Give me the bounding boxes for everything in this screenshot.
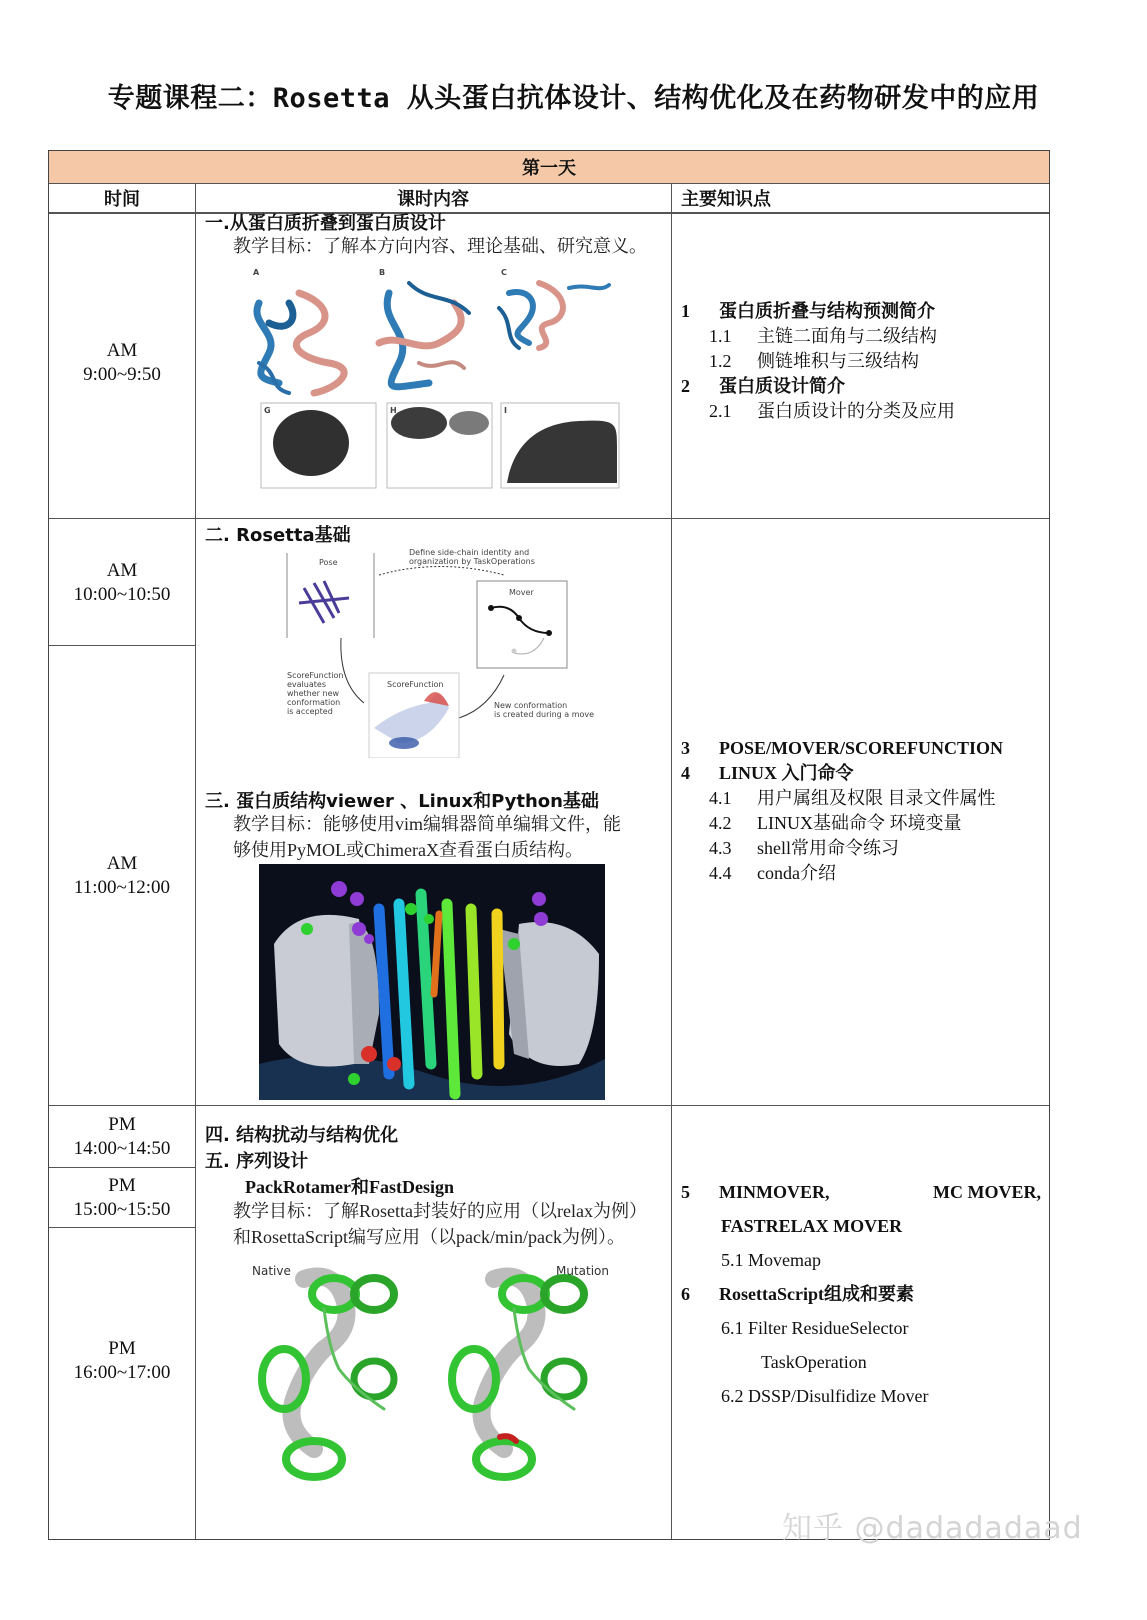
svg-text:H: H bbox=[390, 406, 397, 415]
row-divider bbox=[49, 645, 195, 646]
knowledge-block-3: 5 MINMOVER, MC MOVER, FASTRELAX MOVER 5.1 Movemap 6 RosettaScript组成和要素 6.1 Filter ResidueSelector TaskOperation 6.2 DSSP/Disulfidize Mover bbox=[681, 1182, 1041, 1406]
section-1-title: 一.从蛋白质折叠到蛋白质设计 bbox=[205, 213, 446, 234]
svg-text:Mover: Mover bbox=[509, 588, 534, 597]
svg-text:A: A bbox=[253, 268, 260, 277]
svg-text:ScoreFunction: ScoreFunction bbox=[287, 671, 344, 680]
section-5-goal-line2: 和RosettaScript编写应用（以pack/min/pack为例）。 bbox=[233, 1227, 625, 1247]
day-header: 第一天 bbox=[49, 151, 1049, 184]
section-3-goal-line2: 够使用PyMOL或ChimeraX查看蛋白质结构。 bbox=[233, 840, 583, 860]
section-2-title: 二. Rosetta基础 bbox=[205, 525, 351, 546]
header-knowledge: 主要知识点 bbox=[671, 183, 1049, 213]
section-5-subtitle: PackRotamer和FastDesign bbox=[245, 1177, 454, 1197]
svg-text:Pose: Pose bbox=[319, 558, 338, 567]
time-slot-6: PM 16:00~17:00 bbox=[73, 1338, 171, 1383]
header-divider bbox=[49, 213, 1049, 214]
svg-text:organization by TaskOperations: organization by TaskOperations bbox=[409, 557, 535, 566]
header-content: 课时内容 bbox=[195, 183, 671, 213]
section-5-goal-line1: 教学目标：了解Rosetta封装好的应用（以relax为例） bbox=[233, 1201, 647, 1221]
knowledge-block-1: 1 蛋白质折叠与结构预测简介 1.1 主链二面角与二级结构 1.2 侧链堆积与三级结构 2 蛋白质设计简介 2.1 蛋白质设计的分类及应用 bbox=[681, 301, 955, 421]
svg-text:conformation: conformation bbox=[287, 698, 341, 707]
document-title: 专题课程二：Rosetta 从头蛋白抗体设计、结构优化及在药物研发中的应用 bbox=[107, 83, 1040, 114]
svg-text:Define side-chain identity and: Define side-chain identity and bbox=[409, 548, 530, 557]
rosetta-workflow-diagram bbox=[279, 543, 619, 758]
native-vs-mutation-figure bbox=[244, 1259, 629, 1489]
svg-text:B: B bbox=[379, 268, 386, 277]
time-slot-3: AM 11:00~12:00 bbox=[73, 853, 171, 898]
row-divider bbox=[49, 1105, 1049, 1106]
time-slot-2: AM 10:00~10:50 bbox=[73, 560, 171, 605]
section-5-title: 五. 序列设计 bbox=[205, 1151, 309, 1172]
svg-text:ScoreFunction: ScoreFunction bbox=[387, 680, 444, 689]
knowledge-block-2: 3 POSE/MOVER/SCOREFUNCTION 4 LINUX 入门命令 4.1 用户属组及权限 目录文件属性 4.2 LINUX基础命令 环境变量 4.3 shell常用命令练习 4.4 conda介绍 bbox=[681, 738, 1004, 883]
section-4-title: 四. 结构扰动与结构优化 bbox=[205, 1125, 399, 1146]
row-divider bbox=[49, 518, 1049, 519]
row-divider bbox=[49, 1227, 195, 1228]
section-3-title: 三. 蛋白质结构viewer 、Linux和Python基础 bbox=[205, 791, 599, 812]
svg-text:New conformation: New conformation bbox=[494, 701, 568, 710]
svg-text:I: I bbox=[504, 406, 507, 415]
svg-text:whether new: whether new bbox=[287, 689, 340, 698]
protein-folding-figure bbox=[239, 263, 629, 503]
svg-text:Native: Native bbox=[252, 1264, 291, 1278]
header-time: 时间 bbox=[49, 183, 195, 213]
svg-text:G: G bbox=[264, 406, 271, 415]
column-divider bbox=[195, 183, 196, 1539]
svg-text:C: C bbox=[501, 268, 507, 277]
svg-text:Mutation: Mutation bbox=[556, 1264, 610, 1278]
membrane-protein-image bbox=[259, 864, 605, 1100]
zhihu-watermark: 知乎 @dadadadaad bbox=[782, 1511, 1083, 1546]
svg-text:is created during a move: is created during a move bbox=[494, 710, 595, 719]
section-3-goal-line1: 教学目标：能够使用vim编辑器简单编辑文件，能 bbox=[233, 814, 621, 834]
time-slot-1: AM 9:00~9:50 bbox=[83, 340, 161, 385]
column-divider bbox=[671, 183, 672, 1539]
schedule-table bbox=[48, 150, 1050, 1540]
row-divider bbox=[49, 1167, 195, 1168]
svg-text:evaluates: evaluates bbox=[287, 680, 326, 689]
time-slot-5: PM 15:00~15:50 bbox=[73, 1175, 171, 1220]
time-slot-4: PM 14:00~14:50 bbox=[73, 1114, 171, 1159]
svg-text:is accepted: is accepted bbox=[287, 707, 333, 716]
section-1-goal: 教学目标：了解本方向内容、理论基础、研究意义。 bbox=[233, 236, 647, 256]
